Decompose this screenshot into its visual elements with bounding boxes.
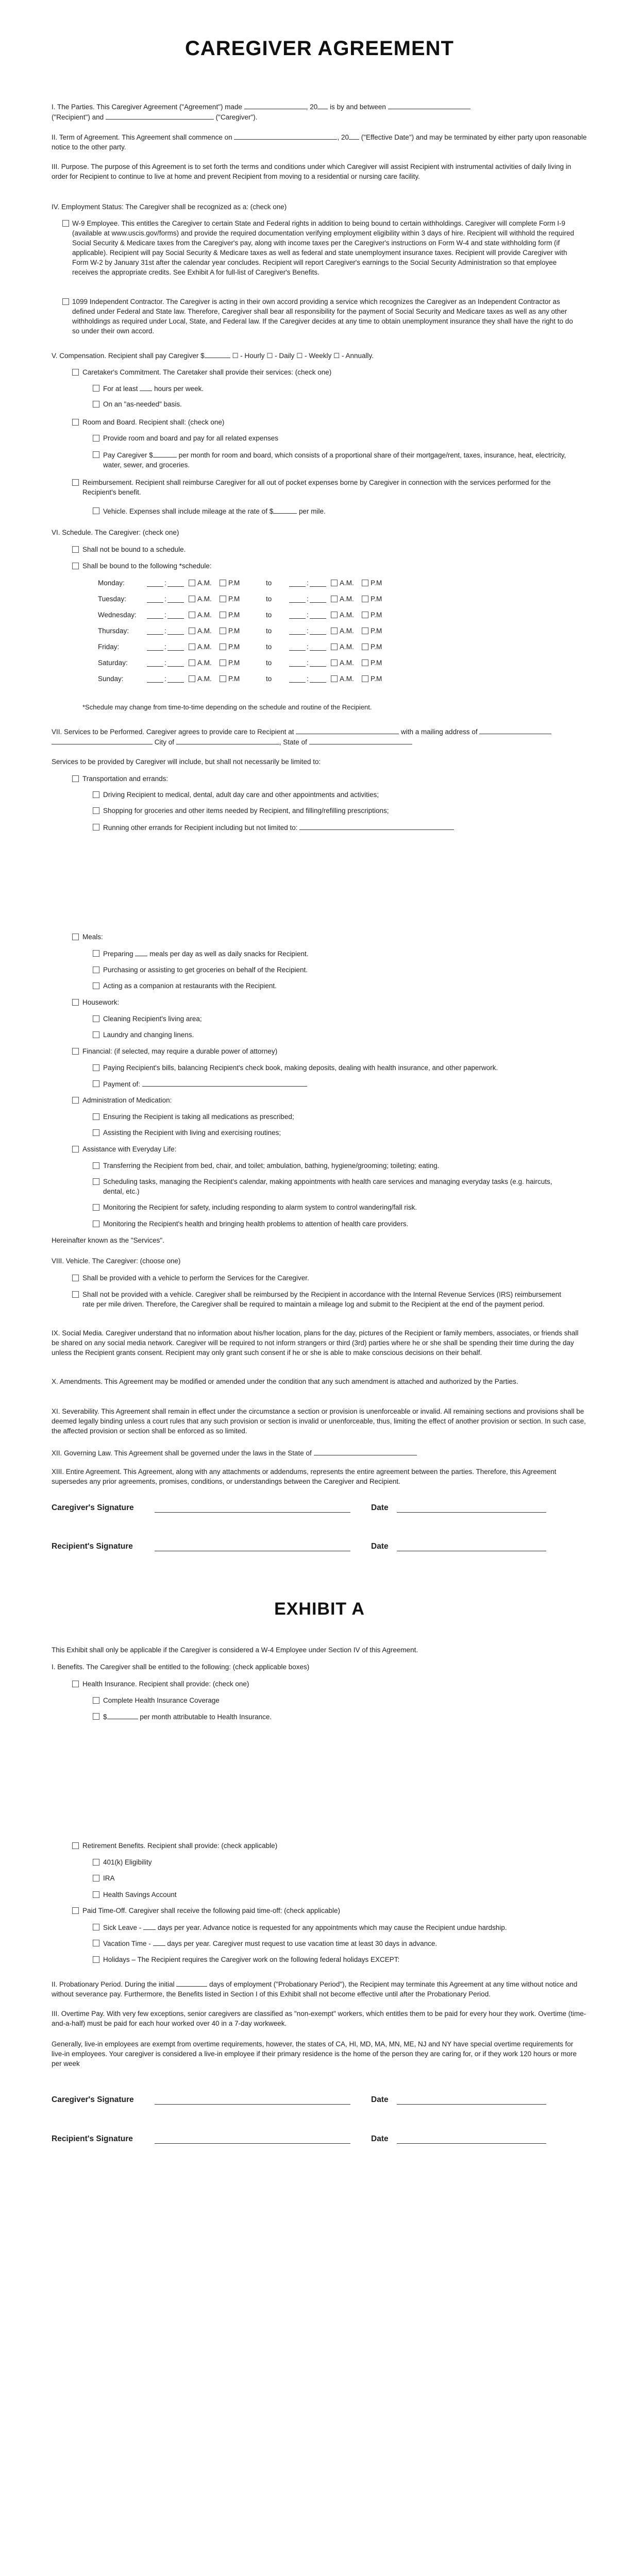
- sick-days-blank[interactable]: [143, 1922, 156, 1930]
- schedule-day-label: Saturday:: [98, 659, 128, 667]
- schedule-row: [98, 578, 490, 589]
- meals-preparing-text: Preparing meals per day as well as daily snacks for Recipient.: [103, 948, 308, 959]
- purpose-clause: III. Purpose. The purpose of this Agreement is to set forth the terms and conditions under which Caregiver will assist Recipient with instrumental activities of daily living in order for Recipient to continue to live at home and prevent Recipient from moving to a residential or nursing care facility.: [52, 163, 571, 180]
- exhibit-title: EXHIBIT A: [274, 1599, 365, 1619]
- start-hour-blank[interactable]: [147, 643, 163, 651]
- to-label: to: [266, 643, 272, 651]
- pto-holidays-text: Holidays – The Recipient requires the Caregiver work on the following federal holidays EXCEPT:: [103, 1956, 400, 1963]
- am-label: A.M.: [340, 675, 354, 683]
- end-hour-blank[interactable]: [289, 595, 306, 603]
- vehicle-heading: VIII. Vehicle. The Caregiver: (choose one): [52, 1257, 181, 1265]
- end-pm-checkbox[interactable]: [362, 628, 368, 634]
- exhibit-caregiver-signature-label: Caregiver's Signature: [52, 2095, 134, 2104]
- fin-payment-checkbox[interactable]: [93, 1080, 99, 1087]
- schedule-day-label: Monday:: [98, 579, 125, 587]
- am-label: A.M.: [197, 675, 212, 683]
- pm-label: P.M: [371, 611, 382, 619]
- room-board-checkbox[interactable]: [72, 419, 79, 426]
- overtime-clause: III. Overtime Pay. With very few exceptions, senior caregivers are classified as "non-exempt" workers, which entitles them to be paid for every hour they work. Overtime (time-and-a-half) must be paid for each hour worked over 40 in a 7-day workweek.: [52, 2010, 586, 2027]
- room-board-label: Room and Board. Recipient shall: (check one): [82, 418, 225, 426]
- pm-label: P.M: [371, 643, 382, 651]
- am-label: A.M.: [340, 579, 354, 587]
- meals-companion-checkbox[interactable]: [93, 982, 99, 989]
- am-label: A.M.: [340, 627, 354, 635]
- retirement-label: Retirement Benefits. Recipient shall provide: (check applicable): [82, 1842, 278, 1850]
- asneeded-text: On an "as-needed" basis.: [103, 400, 182, 408]
- start-minute-blank[interactable]: [167, 627, 184, 635]
- time-colon: :: [307, 675, 309, 683]
- end-minute-blank[interactable]: [310, 627, 326, 635]
- bound-schedule-text: Shall be bound to the following *schedule:: [82, 562, 212, 570]
- end-am-checkbox[interactable]: [331, 675, 338, 682]
- pto-vacation-checkbox[interactable]: [93, 1940, 99, 1946]
- time-colon: :: [164, 611, 166, 619]
- start-am-checkbox[interactable]: [189, 612, 195, 618]
- end-hour-blank[interactable]: [289, 579, 306, 587]
- start-hour-blank[interactable]: [147, 579, 163, 587]
- exhibit-caregiver-date-line[interactable]: [397, 2104, 546, 2105]
- house-laundry-checkbox[interactable]: [93, 1031, 99, 1038]
- city-blank[interactable]: [176, 737, 279, 744]
- commence-date-blank[interactable]: [234, 132, 337, 140]
- end-minute-blank[interactable]: [310, 611, 326, 619]
- end-am-checkbox[interactable]: [331, 580, 338, 586]
- exhibit-recipient-date-line[interactable]: [397, 2143, 546, 2144]
- start-am-checkbox[interactable]: [189, 675, 195, 682]
- pto-label: Paid Time-Off. Caregiver shall receive the following paid time-off: (check applicable): [82, 1907, 340, 1914]
- time-colon: :: [307, 595, 309, 603]
- services-clause: VII. Services to be Performed. Caregiver agrees to provide care to Recipient at with a mailing address of City of , State of: [52, 726, 587, 747]
- end-hour-blank[interactable]: [289, 627, 306, 635]
- start-hour-blank[interactable]: [147, 595, 163, 603]
- caregiver-date-line[interactable]: [397, 1512, 546, 1513]
- weekly-option[interactable]: ☐ - Weekly: [296, 352, 332, 360]
- start-pm-checkbox[interactable]: [220, 643, 226, 650]
- room-provide-text: Provide room and board and pay for all related expenses: [103, 434, 278, 442]
- transport-driving-text: Driving Recipient to medical, dental, adult day care and other appointments and activities;: [103, 791, 379, 799]
- med-ensure-checkbox[interactable]: [93, 1113, 99, 1120]
- assist-health-checkbox[interactable]: [93, 1221, 99, 1227]
- end-hour-blank[interactable]: [289, 675, 306, 683]
- assist-scheduling-text: Scheduling tasks, managing the Recipient's calendar, making appointments with health care services and managing everyday tasks (e.g. haircuts, dental, etc.): [103, 1178, 552, 1195]
- time-colon: :: [164, 627, 166, 635]
- schedule-heading: VI. Schedule. The Caregiver: (check one): [52, 529, 179, 536]
- meals-purchasing-text: Purchasing or assisting to get groceries on behalf of the Recipient.: [103, 966, 308, 974]
- pm-label: P.M: [371, 659, 382, 667]
- exhibit-recipient-signature-line[interactable]: [155, 2143, 350, 2144]
- health-amount-blank[interactable]: [107, 1711, 138, 1719]
- pto-vacation-text: Vacation Time - days per year. Caregiver must request to use vacation time at least 30 days in advance.: [103, 1938, 437, 1948]
- schedule-day-label: Thursday:: [98, 627, 129, 635]
- room-pay-text: Pay Caregiver $ per month for room and board, which consists of a proportional share of their mortgage/rent, taxes, insurance, heat, electricity, water, sewer, and groceries.: [103, 450, 567, 470]
- everyday-checkbox[interactable]: [72, 1146, 79, 1153]
- end-am-checkbox[interactable]: [331, 628, 338, 634]
- to-label: to: [266, 627, 272, 635]
- medication-label: Administration of Medication:: [82, 1096, 172, 1104]
- start-minute-blank[interactable]: [167, 675, 184, 683]
- governing-law-clause: XII. Governing Law. This Agreement shall be governed under the laws in the State of: [52, 1448, 587, 1458]
- pm-label: P.M: [228, 611, 240, 619]
- vehicle-mileage-text: Vehicle. Expenses shall include mileage at the rate of $ per mile.: [103, 506, 326, 516]
- to-label: to: [266, 579, 272, 587]
- end-am-checkbox[interactable]: [331, 596, 338, 602]
- pm-label: P.M: [371, 595, 382, 603]
- am-label: A.M.: [340, 595, 354, 603]
- schedule-row: [98, 641, 490, 653]
- contractor-text: 1099 Independent Contractor. The Caregiver is acting in their own accord providing a service which recognizes the Caregiver as an Independent Contractor as defined under Federal and State law. Therefore, Caregiver shall bear all responsibility for the payment of Social Security and Medicare taxes as well as any other withholdings as required under Local, State, and Federal law. If the Caregiver decides at any time to obtain unemployment insurance they shall have the right to do so under their own accord.: [72, 298, 573, 335]
- caregiver-date-label: Date: [371, 1503, 389, 1512]
- pto-sick-checkbox[interactable]: [93, 1924, 99, 1930]
- mailing-address-blank[interactable]: [479, 726, 551, 734]
- date-blank[interactable]: [244, 101, 306, 109]
- transport-label: Transportation and errands:: [82, 775, 169, 783]
- contractor-checkbox[interactable]: [62, 298, 69, 305]
- assist-scheduling-checkbox[interactable]: [93, 1178, 99, 1185]
- end-am-checkbox[interactable]: [331, 643, 338, 650]
- time-colon: :: [307, 611, 309, 619]
- daily-option[interactable]: ☐ - Daily: [266, 352, 295, 360]
- fin-bills-checkbox[interactable]: [93, 1064, 99, 1071]
- start-hour-blank[interactable]: [147, 627, 163, 635]
- pm-label: P.M: [228, 595, 240, 603]
- end-minute-blank[interactable]: [310, 595, 326, 603]
- end-hour-blank[interactable]: [289, 643, 306, 651]
- commitment-checkbox[interactable]: [72, 369, 79, 376]
- ret-401k-checkbox[interactable]: [93, 1859, 99, 1866]
- house-laundry-text: Laundry and changing linens.: [103, 1031, 194, 1039]
- med-assist-checkbox[interactable]: [93, 1129, 99, 1136]
- benefits-heading: I. Benefits. The Caregiver shall be entitled to the following: (check applicable boxes): [52, 1663, 310, 1671]
- meals-count-blank[interactable]: [135, 948, 147, 956]
- start-hour-blank[interactable]: [147, 611, 163, 619]
- end-hour-blank[interactable]: [289, 611, 306, 619]
- bound-schedule-checkbox[interactable]: [72, 563, 79, 569]
- start-minute-blank[interactable]: [167, 579, 184, 587]
- atleast-checkbox[interactable]: [93, 385, 99, 392]
- am-label: A.M.: [197, 579, 212, 587]
- schedule-row: [98, 609, 490, 621]
- entire-agreement-clause: XIII. Entire Agreement. This Agreement, along with any attachments or addendums, represents the entire agreement between the parties. Therefore, this Agreement supersedes any prior agreements, promises, conditions, or understandings between the Caregiver and Recipient.: [52, 1468, 557, 1485]
- end-pm-checkbox[interactable]: [362, 659, 368, 666]
- exhibit-intro: This Exhibit shall only be applicable if the Caregiver is considered a W-4 Employee under Section IV of this Agreement.: [52, 1646, 418, 1654]
- start-hour-blank[interactable]: [147, 675, 163, 683]
- recipient-date-label: Date: [371, 1542, 389, 1551]
- end-pm-checkbox[interactable]: [362, 643, 368, 650]
- start-am-checkbox[interactable]: [189, 628, 195, 634]
- pto-holidays-checkbox[interactable]: [93, 1956, 99, 1963]
- housework-label: Housework:: [82, 998, 120, 1006]
- end-pm-checkbox[interactable]: [362, 596, 368, 602]
- meals-label: Meals:: [82, 933, 103, 941]
- time-colon: :: [307, 643, 309, 651]
- financial-checkbox[interactable]: [72, 1048, 79, 1055]
- to-label: to: [266, 611, 272, 619]
- assist-safety-text: Monitoring the Recipient for safety, including responding to alarm system to control wandering/fall risk.: [103, 1204, 417, 1211]
- time-colon: :: [164, 643, 166, 651]
- assist-transfer-checkbox[interactable]: [93, 1162, 99, 1169]
- room-amount-blank[interactable]: [153, 450, 177, 457]
- document-title: CAREGIVER AGREEMENT: [184, 37, 454, 60]
- end-minute-blank[interactable]: [310, 643, 326, 651]
- start-pm-checkbox[interactable]: [220, 580, 226, 586]
- w9-employee-checkbox[interactable]: [62, 220, 69, 227]
- commitment-label: Caretaker's Commitment. The Caretaker shall provide their services: (check one): [82, 368, 332, 376]
- vehicle-not-provided-text: Shall not be provided with a vehicle. Caregiver shall be reimbursed by the Recipient in accordance with the Internal Revenue Services (IRS) reimbursement rate per mile driven. Therefore, the Caregiver shall be required to maintain a mileage log and submit to the Recipient at the end of the payment period.: [82, 1291, 561, 1308]
- end-am-checkbox[interactable]: [331, 612, 338, 618]
- meals-purchasing-checkbox[interactable]: [93, 967, 99, 973]
- care-location-blank[interactable]: [296, 726, 399, 734]
- medication-checkbox[interactable]: [72, 1097, 79, 1104]
- room-provide-checkbox[interactable]: [93, 435, 99, 442]
- start-minute-blank[interactable]: [167, 659, 184, 667]
- assist-transfer-text: Transferring the Recipient from bed, chair, and toilet; ambulation, bathing, hygiene/grooming; toileting; eating.: [103, 1162, 440, 1170]
- end-hour-blank[interactable]: [289, 659, 306, 667]
- schedule-day-label: Sunday:: [98, 675, 124, 683]
- ret-401k-text: 401(k) Eligibility: [103, 1858, 152, 1866]
- recipient-signature-label: Recipient's Signature: [52, 1542, 133, 1551]
- end-minute-blank[interactable]: [310, 659, 326, 667]
- transport-driving-checkbox[interactable]: [93, 791, 99, 798]
- mileage-rate-blank[interactable]: [273, 506, 297, 514]
- med-assist-text: Assisting the Recipient with living and exercising routines;: [103, 1129, 281, 1137]
- start-am-checkbox[interactable]: [189, 659, 195, 666]
- time-colon: :: [164, 595, 166, 603]
- w9-employee-text: W-9 Employee. This entitles the Caregiver to certain State and Federal rights in addition to being bound to certain withholdings. Caregiver will complete Form I-9 (available at www.uscis.gov/forms) and provide the required documentation verifying employment eligibility within 3 days of hire. Recipient will withhold the required Social Security & Medicare taxes from the Caregiver's pay, along with income taxes per the Caregiver's instructions on Form W-4 and state withholding form (if applicable). Recipient will pay Social Security & Medicare taxes as well as federal and state unemployment insurance taxes. Recipient will provide Caregiver with Form W-2 by January 31st after the calendar year concludes. Recipient will report Caregiver's earnings to the Social Security Administration so that employee receives the appropriate credits. See Exhibit A for full-list of Caregiver's Benefits.: [72, 219, 574, 276]
- ret-hsa-checkbox[interactable]: [93, 1891, 99, 1898]
- no-schedule-text: Shall not be bound to a schedule.: [82, 546, 186, 553]
- transport-checkbox[interactable]: [72, 775, 79, 782]
- start-pm-checkbox[interactable]: [220, 596, 226, 602]
- fin-bills-text: Paying Recipient's bills, balancing Recipient's check book, making deposits, dealing with health insurance, and other paperwork.: [103, 1064, 498, 1072]
- ret-ira-checkbox[interactable]: [93, 1875, 99, 1882]
- time-colon: :: [307, 579, 309, 587]
- start-minute-blank[interactable]: [167, 595, 184, 603]
- schedule-day-label: Wednesday:: [98, 611, 137, 619]
- caregiver-signature-line[interactable]: [155, 1512, 350, 1513]
- social-media-clause: IX. Social Media. Caregiver understand that no information about his/her location, plans for the day, pictures of the Recipient or family members, associates, or friends shall be shared on any social media network. Caregiver will be required to not inform strangers or third (3rd) parties where he or she shall be spending their time during the day unless the Recipient grants consent. Recipient may only grant such consent if he or she is able to make conscious decisions on their behalf.: [52, 1329, 579, 1357]
- caregiver-name-blank[interactable]: [106, 112, 214, 120]
- asneeded-checkbox[interactable]: [93, 401, 99, 408]
- party-blank[interactable]: [388, 101, 470, 109]
- services-intro: Services to be provided by Caregiver will include, but shall not necessarily be limited to:: [52, 758, 321, 766]
- meals-companion-text: Acting as a companion at restaurants with the Recipient.: [103, 982, 277, 990]
- pto-sick-text: Sick Leave - days per year. Advance notice is requested for any appointments which may cause the Recipient undue hardship.: [103, 1922, 507, 1933]
- end-am-checkbox[interactable]: [331, 659, 338, 666]
- health-complete-checkbox[interactable]: [93, 1697, 99, 1704]
- recipient-signature-line[interactable]: [155, 1550, 350, 1551]
- end-pm-checkbox[interactable]: [362, 612, 368, 618]
- med-ensure-text: Ensuring the Recipient is taking all medications as prescribed;: [103, 1113, 294, 1121]
- start-am-checkbox[interactable]: [189, 596, 195, 602]
- to-label: to: [266, 675, 272, 683]
- vehicle-provided-text: Shall be provided with a vehicle to perform the Services for the Caregiver.: [82, 1274, 309, 1282]
- health-monthly-checkbox[interactable]: [93, 1713, 99, 1720]
- exhibit-caregiver-date-label: Date: [371, 2095, 389, 2104]
- parties-clause: I. The Parties. This Caregiver Agreement ("Agreement") made , 20 is by and between ("Recipient") and ("Caregiver").: [52, 101, 587, 122]
- start-am-checkbox[interactable]: [189, 580, 195, 586]
- caregiver-signature-label: Caregiver's Signature: [52, 1503, 134, 1512]
- house-cleaning-text: Cleaning Recipient's living area;: [103, 1015, 202, 1023]
- pm-label: P.M: [371, 579, 382, 587]
- pm-label: P.M: [228, 627, 240, 635]
- end-minute-blank[interactable]: [310, 579, 326, 587]
- am-label: A.M.: [340, 643, 354, 651]
- pm-label: P.M: [228, 659, 240, 667]
- health-insurance-label: Health Insurance. Recipient shall provide: (check one): [82, 1680, 249, 1688]
- start-pm-checkbox[interactable]: [220, 612, 226, 618]
- time-colon: :: [164, 675, 166, 683]
- payment-of-blank[interactable]: [142, 1079, 307, 1087]
- probation-clause: II. Probationary Period. During the initial days of employment ("Probationary Period"), the Recipient may terminate this Agreement at any time without notice and without severance pay. Furthermore, the Benefits listed in Section I of this Exhibit shall not become effective until after the Probationary Period.: [52, 1979, 587, 1999]
- compensation-clause: V. Compensation. Recipient shall pay Caregiver $ ☐ - Hourly ☐ - Daily ☐ - Weekly ☐ - Annually.: [52, 350, 587, 361]
- transport-shopping-checkbox[interactable]: [93, 807, 99, 814]
- atleast-text: For at least hours per week.: [103, 383, 204, 394]
- recipient-date-line[interactable]: [397, 1550, 546, 1551]
- retirement-checkbox[interactable]: [72, 1842, 79, 1849]
- schedule-day-label: Tuesday:: [98, 595, 127, 603]
- am-label: A.M.: [340, 659, 354, 667]
- state-blank[interactable]: [309, 737, 412, 744]
- start-hour-blank[interactable]: [147, 659, 163, 667]
- to-label: to: [266, 659, 272, 667]
- schedule-day-label: Friday:: [98, 643, 120, 651]
- start-pm-checkbox[interactable]: [220, 675, 226, 682]
- am-label: A.M.: [197, 595, 212, 603]
- am-label: A.M.: [197, 659, 212, 667]
- pay-amount-blank[interactable]: [205, 350, 230, 358]
- no-schedule-checkbox[interactable]: [72, 546, 79, 553]
- exhibit-recipient-date-label: Date: [371, 2134, 389, 2143]
- financial-label: Financial: (if selected, may require a durable power of attorney): [82, 1047, 278, 1055]
- amendments-clause: X. Amendments. This Agreement may be modified or amended under the condition that any such amendment is attached and authorized by the Parties.: [52, 1378, 518, 1385]
- governing-state-blank[interactable]: [314, 1448, 417, 1455]
- pm-label: P.M: [228, 579, 240, 587]
- time-colon: :: [164, 579, 166, 587]
- time-colon: :: [307, 627, 309, 635]
- room-pay-checkbox[interactable]: [93, 451, 99, 458]
- house-cleaning-checkbox[interactable]: [93, 1015, 99, 1022]
- am-label: A.M.: [340, 611, 354, 619]
- time-colon: :: [307, 659, 309, 667]
- schedule-row: [98, 594, 490, 605]
- end-minute-blank[interactable]: [310, 675, 326, 683]
- start-minute-blank[interactable]: [167, 643, 184, 651]
- employment-heading: IV. Employment Status: The Caregiver shall be recognized as a: (check one): [52, 203, 287, 211]
- errands-blank[interactable]: [299, 822, 454, 830]
- meals-preparing-checkbox[interactable]: [93, 950, 99, 957]
- probation-days-blank[interactable]: [176, 1979, 207, 1987]
- health-monthly-text: $ per month attributable to Health Insurance.: [103, 1711, 272, 1722]
- am-label: A.M.: [197, 627, 212, 635]
- am-label: A.M.: [197, 611, 212, 619]
- schedule-row: [98, 657, 490, 669]
- to-label: to: [266, 595, 272, 603]
- transport-errands-text: Running other errands for Recipient including but not limited to:: [103, 822, 454, 833]
- livein-clause: Generally, live-in employees are exempt from overtime requirements, however, the states of CA, HI, MD, MA, MN, ME, NJ and NY have special overtime requirements for live-in employees. Your caregiver is considered a live-in employee if their primary residence is the home of the person they are caring for, or if they work 120 hours or more per week: [52, 2040, 577, 2067]
- start-am-checkbox[interactable]: [189, 643, 195, 650]
- am-label: A.M.: [197, 643, 212, 651]
- health-insurance-checkbox[interactable]: [72, 1681, 79, 1687]
- pm-label: P.M: [371, 627, 382, 635]
- vehicle-not-provided-checkbox[interactable]: [72, 1291, 79, 1298]
- transport-errands-checkbox[interactable]: [93, 824, 99, 831]
- pm-label: P.M: [371, 675, 382, 683]
- time-colon: :: [164, 659, 166, 667]
- reimbursement-checkbox[interactable]: [72, 479, 79, 486]
- end-pm-checkbox[interactable]: [362, 580, 368, 586]
- exhibit-recipient-signature-label: Recipient's Signature: [52, 2134, 133, 2143]
- annually-option[interactable]: ☐ - Annually.: [333, 352, 374, 360]
- health-complete-text: Complete Health Insurance Coverage: [103, 1697, 220, 1704]
- year-blank[interactable]: [317, 101, 328, 109]
- vacation-days-blank[interactable]: [153, 1938, 165, 1946]
- start-pm-checkbox[interactable]: [220, 628, 226, 634]
- ret-hsa-text: Health Savings Account: [103, 1891, 177, 1899]
- assist-health-text: Monitoring the Recipient's health and bringing health problems to attention of health care providers.: [103, 1220, 409, 1228]
- commence-year-blank[interactable]: [349, 132, 359, 140]
- schedule-note: *Schedule may change from time-to-time depending on the schedule and routine of the Recipient.: [82, 703, 372, 711]
- start-pm-checkbox[interactable]: [220, 659, 226, 666]
- pm-label: P.M: [228, 643, 240, 651]
- end-pm-checkbox[interactable]: [362, 675, 368, 682]
- severability-clause: XI. Severability. This Agreement shall remain in effect under the circumstance a section or provision is unenforceable or invalid. All remaining sections and provisions shall be deemed legally binding unless a court rules that any such provision or section is invalid or unenforceable, thus, limiting the effect of another provision or section. In such case, the affected provision or section shall be enforced as so limited.: [52, 1408, 586, 1435]
- address-line-blank[interactable]: [52, 737, 153, 744]
- reimbursement-text: Reimbursement. Recipient shall reimburse Caregiver for all out of pocket expenses borne by Caregiver in connection with the services performed for the Recipient's benefit.: [82, 479, 551, 496]
- housework-checkbox[interactable]: [72, 999, 79, 1006]
- exhibit-caregiver-signature-line[interactable]: [155, 2104, 350, 2105]
- schedule-row: [98, 673, 490, 685]
- transport-shopping-text: Shopping for groceries and other items needed by Recipient, and filling/refilling prescriptions;: [103, 807, 389, 815]
- ret-ira-text: IRA: [103, 1874, 115, 1882]
- pm-label: P.M: [228, 675, 240, 683]
- term-clause: II. Term of Agreement. This Agreement shall commence on , 20 ("Effective Date") and may be terminated by either party upon reasonable notice to the other party.: [52, 132, 587, 152]
- vehicle-mileage-checkbox[interactable]: [93, 507, 99, 514]
- start-minute-blank[interactable]: [167, 611, 184, 619]
- schedule-row: [98, 625, 490, 637]
- pto-checkbox[interactable]: [72, 1907, 79, 1914]
- assist-safety-checkbox[interactable]: [93, 1204, 99, 1211]
- hourly-option[interactable]: ☐ - Hourly: [232, 352, 265, 360]
- hours-blank[interactable]: [140, 383, 152, 391]
- fin-payment-text: Payment of:: [103, 1079, 307, 1089]
- everyday-label: Assistance with Everyday Life:: [82, 1145, 177, 1153]
- vehicle-provided-checkbox[interactable]: [72, 1275, 79, 1281]
- meals-checkbox[interactable]: [72, 934, 79, 940]
- services-after: Hereinafter known as the "Services".: [52, 1236, 164, 1244]
